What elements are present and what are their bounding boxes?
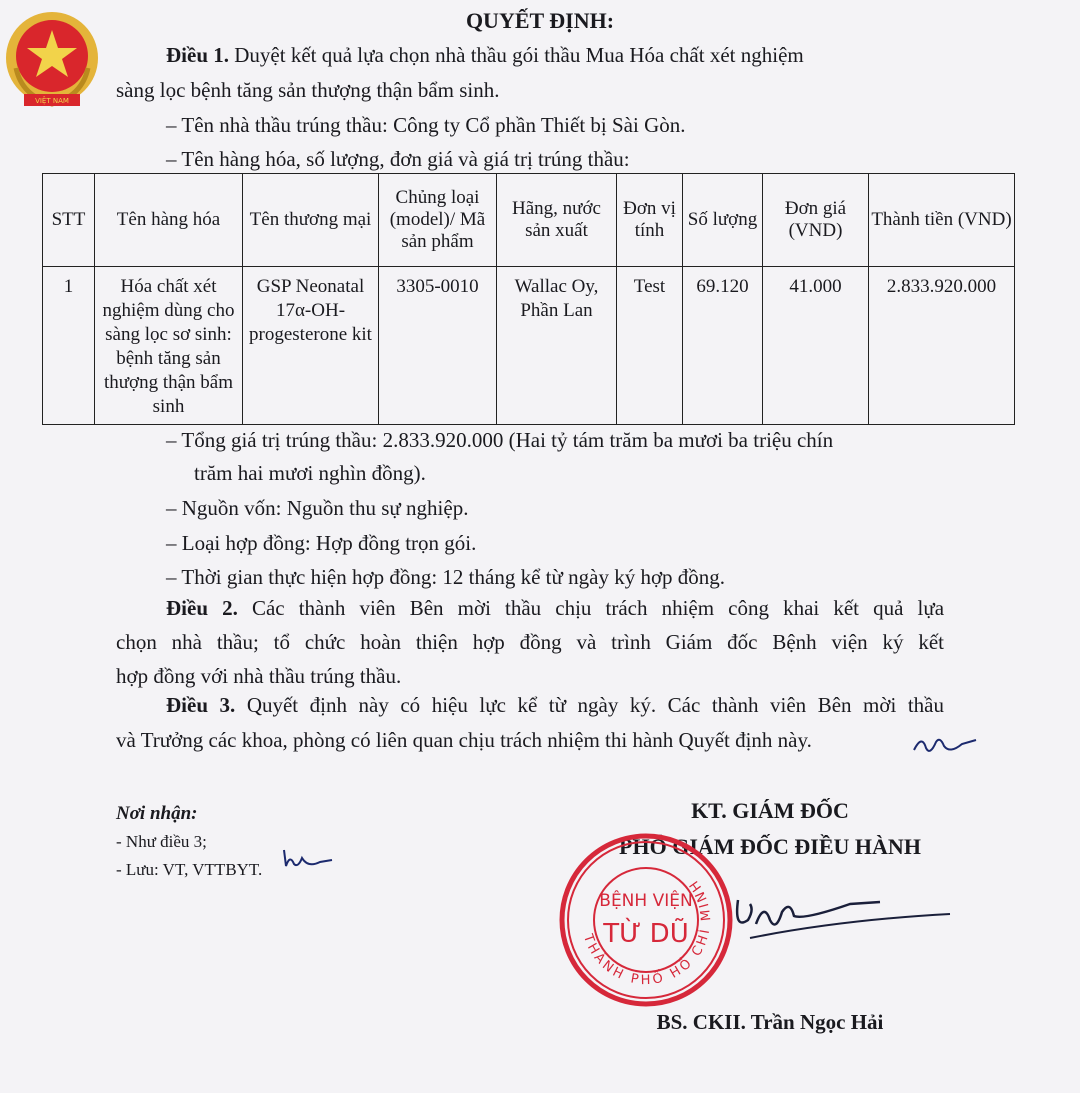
article-2-label: Điều 2. xyxy=(166,596,238,620)
goods-bullet: – Tên hàng hóa, số lượng, đơn giá và giá trị trúng thầu: xyxy=(166,147,630,171)
signature-icon xyxy=(720,880,960,970)
recipient-item: - Lưu: VT, VTTBYT. xyxy=(116,860,263,879)
contract-type-line: – Loại hợp đồng: Hợp đồng trọn gói. xyxy=(166,531,477,555)
signer-name: BS. CKII. Trần Ngọc Hải xyxy=(656,1010,884,1034)
table-row xyxy=(43,267,1015,425)
page-title: QUYẾT ĐỊNH: xyxy=(465,8,615,33)
recipient-item: - Như điều 3; xyxy=(116,832,207,851)
hospital-stamp xyxy=(556,830,736,1010)
recipients-block xyxy=(116,800,262,884)
article-1-line: Điều 1. Duyệt kết quả lựa chọn nhà thầu gói thầu Mua Hóa chất xét nghiệm xyxy=(166,43,804,67)
winner-bullet: – Tên nhà thầu trúng thầu: Công ty Cổ phần Thiết bị Sài Gòn. xyxy=(166,113,686,137)
signer-title: KT. GIÁM ĐỐC xyxy=(691,798,849,823)
article-3-line: Điều 3. Quyết định này có hiệu lực kể từ ngày ký. Các thành viên Bên mời thầu xyxy=(166,693,944,717)
cell-total: 2.833.920.000 xyxy=(869,267,1015,425)
col-header-unit: Đơn vị tính xyxy=(617,174,683,267)
article-3-line-2: và Trưởng các khoa, phòng có liên quan chịu trách nhiệm thi hành Quyết định này. xyxy=(116,728,812,752)
signer-position: PHÓ GIÁM ĐỐC ĐIỀU HÀNH xyxy=(619,834,921,859)
article-3-label: Điều 3. xyxy=(166,693,236,717)
col-header-trade-name: Tên thương mại xyxy=(243,174,379,267)
initial-signature-icon xyxy=(910,728,980,758)
recipients-heading: Nơi nhận: xyxy=(116,803,198,824)
table-header-row xyxy=(43,174,1015,267)
duration-line: – Thời gian thực hiện hợp đồng: 12 tháng kể từ ngày ký hợp đồng. xyxy=(166,565,726,589)
bid-result-table xyxy=(42,173,1015,425)
article-2-line-2: chọn nhà thầu; tổ chức hoàn thiện hợp đồng và trình Giám đốc Bệnh viện ký kết xyxy=(116,630,944,654)
cell-stt: 1 xyxy=(43,267,95,425)
cell-unit-price: 41.000 xyxy=(763,267,869,425)
article-1-line-2: sàng lọc bệnh tăng sản thượng thận bẩm sinh. xyxy=(116,78,500,102)
col-header-manufacturer: Hãng, nước sản xuất xyxy=(497,174,617,267)
total-value-line: – Tổng giá trị trúng thầu: 2.833.920.000 (Hai tỷ tám trăm ba mươi ba triệu chín xyxy=(166,428,834,452)
cell-goods: Hóa chất xét nghiệm dùng cho sàng lọc sơ sinh: bệnh tăng sản thượng thận bẩm sinh xyxy=(95,267,243,425)
article-2-line-3: hợp đồng với nhà thầu trúng thầu. xyxy=(116,664,402,688)
cell-manufacturer: Wallac Oy, Phần Lan xyxy=(497,267,617,425)
svg-text:THÀNH PHỐ HỒ CHÍ MINH: THÀNH PHỐ HỒ CHÍ MINH xyxy=(580,875,715,989)
cell-quantity: 69.120 xyxy=(683,267,763,425)
col-header-stt: STT xyxy=(43,174,95,267)
cell-unit: Test xyxy=(617,267,683,425)
initial-signature-icon xyxy=(280,846,336,872)
svg-text:BỆNH VIỆN: BỆNH VIỆN xyxy=(599,891,693,911)
col-header-goods: Tên hàng hóa xyxy=(95,174,243,267)
funding-line: – Nguồn vốn: Nguồn thu sự nghiệp. xyxy=(166,496,469,520)
cell-trade-name: GSP Neonatal 17α-OH-progesterone kit xyxy=(243,267,379,425)
article-2-line: Điều 2. Các thành viên Bên mời thầu chịu trách nhiệm công khai kết quả lựa xyxy=(166,596,945,620)
col-header-total: Thành tiền (VND) xyxy=(869,174,1015,267)
svg-text:VIỆT NAM: VIỆT NAM xyxy=(35,97,69,105)
col-header-unit-price: Đơn giá (VND) xyxy=(763,174,869,267)
svg-text:TỪ DŨ: TỪ DŨ xyxy=(603,919,689,949)
article-1-label: Điều 1. xyxy=(166,43,229,67)
col-header-quantity: Số lượng xyxy=(683,174,763,267)
col-header-model: Chủng loại (model)/ Mã sản phẩm xyxy=(379,174,497,267)
total-value-line-2: trăm hai mươi nghìn đồng). xyxy=(194,461,426,485)
cell-model: 3305-0010 xyxy=(379,267,497,425)
